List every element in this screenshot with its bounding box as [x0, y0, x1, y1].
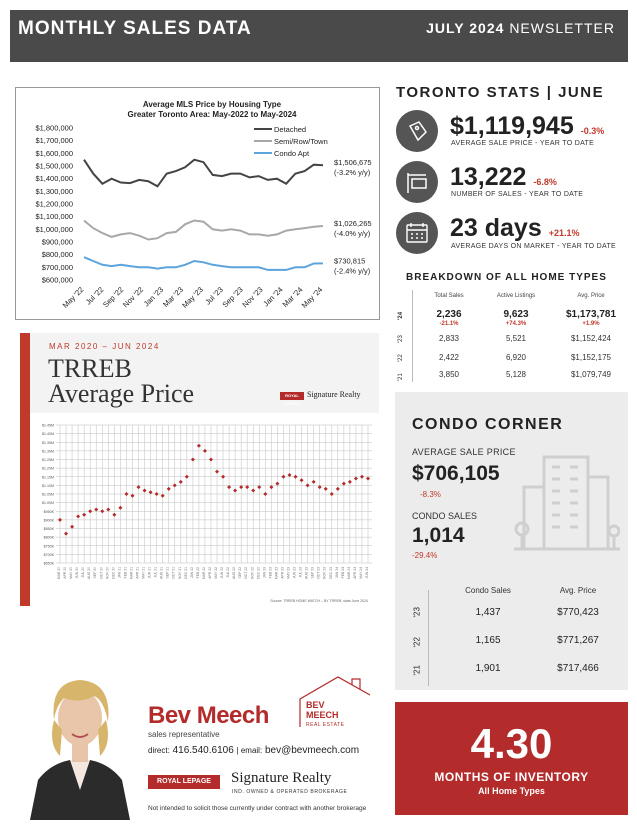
x-tick-label: AUG 23	[304, 567, 309, 580]
x-tick-label: FEB 23	[268, 567, 273, 579]
x-tick-label: JUN 22	[220, 567, 225, 579]
x-tick-label: SEP 23	[310, 567, 315, 579]
x-tick-label: JUL 20	[81, 567, 86, 578]
x-tick-label: Sep '23	[220, 285, 245, 310]
data-point	[173, 483, 177, 487]
breakdown-cell: 3,850	[438, 370, 460, 379]
condo-divider	[428, 590, 429, 686]
stat-value	[450, 112, 604, 141]
stat-change: -6.8%	[533, 177, 557, 187]
mls-price-chart	[15, 87, 380, 320]
breakdown-cell: 2,236	[436, 309, 462, 320]
condo-cell: 1,437	[475, 607, 501, 618]
condo-year-text: '23	[412, 607, 422, 618]
data-point	[227, 485, 231, 489]
stat-value-text: $1,119,945	[450, 112, 574, 140]
x-tick-label: OCT 21	[171, 567, 176, 579]
data-point	[324, 487, 328, 491]
stat-label: AVERAGE DAYS ON MARKET - YEAR TO DATE	[451, 243, 617, 250]
condo-header: Avg. Price	[559, 586, 597, 595]
condo-year-text: '21	[412, 665, 422, 676]
x-tick-label: JAN 23	[262, 567, 267, 579]
mls-price-chart-svg	[16, 88, 381, 321]
condo-cell: 1,901	[475, 663, 501, 674]
brand-line-1: BEV	[306, 700, 325, 710]
y-tick-label: $1.30M	[42, 449, 54, 454]
x-tick-label: May '24	[299, 285, 325, 310]
breakdown-year	[395, 367, 407, 385]
y-tick-label: $1,800,000	[35, 123, 73, 133]
breakdown-cell: 5,521	[505, 334, 527, 343]
series-line	[84, 257, 323, 270]
condo-cell: $770,423	[557, 607, 599, 618]
data-point	[149, 490, 153, 494]
data-point	[70, 525, 74, 529]
x-tick-label: SEP 22	[238, 567, 243, 579]
x-tick-label: Jul '22	[83, 285, 106, 307]
signature-realty-name: Signature Realty	[231, 770, 332, 786]
data-point	[287, 473, 291, 477]
breakdown-cell: $1,152,175	[570, 353, 612, 362]
series-end-label: $1,506,675	[334, 158, 372, 168]
data-point	[130, 494, 134, 498]
royal-lepage-badge: ROYAL LEPAGE	[148, 775, 220, 789]
y-tick-label: $750K	[43, 544, 54, 549]
breakdown-cell: $1,079,749	[570, 370, 612, 379]
data-point	[88, 509, 92, 513]
x-tick-label: MAR 24	[346, 567, 351, 580]
brand-line-2: MEECH	[306, 710, 339, 720]
data-point	[300, 478, 304, 482]
y-tick-label: $1,400,000	[35, 174, 73, 184]
data-point	[342, 482, 346, 486]
legend-label: Semi/Row/Town	[274, 137, 328, 146]
data-point	[118, 506, 122, 510]
agent-role: sales representative	[148, 730, 220, 739]
y-tick-label: $1.15M	[42, 475, 54, 480]
y-tick-label: $1,700,000	[35, 136, 73, 146]
data-point	[191, 458, 195, 462]
condo-cell: $717,466	[557, 663, 599, 674]
y-tick-label: $700K	[43, 552, 54, 557]
data-point	[306, 483, 310, 487]
royal-lepage-logo: ROYAL LEPAGE	[280, 392, 304, 400]
condo-cell: $771,267	[557, 635, 599, 646]
x-tick-label: MAR 20	[57, 567, 61, 580]
newsletter-word: NEWSLETTER	[509, 20, 615, 36]
series-line	[84, 160, 323, 187]
data-point	[348, 480, 352, 484]
x-tick-label: DEC 23	[328, 567, 333, 579]
x-tick-label: FEB 24	[340, 567, 345, 579]
brand-line-3: REAL ESTATE	[306, 722, 345, 728]
condo-year	[410, 658, 424, 678]
condo-header: Condo Sales	[465, 586, 511, 595]
y-tick-label: $850K	[43, 527, 54, 531]
x-tick-label: OCT 23	[316, 567, 321, 579]
data-point	[203, 449, 207, 453]
breakdown-change: -21.1%	[439, 321, 459, 327]
condo-sales-label: CONDO SALES	[412, 511, 478, 521]
condo-year	[410, 600, 424, 620]
y-tick-label: $1.00M	[42, 501, 54, 506]
x-tick-label: MAY 23	[286, 567, 291, 579]
y-tick-label: $1,200,000	[35, 199, 73, 209]
stat-change: -0.3%	[580, 126, 605, 136]
stat-label: NUMBER OF SALES - YEAR TO DATE	[451, 191, 584, 198]
condo-asp-value: $706,105	[412, 462, 500, 485]
data-point	[179, 480, 183, 484]
y-tick-label: $700,000	[41, 262, 73, 272]
x-tick-label: JUL 22	[226, 567, 231, 578]
x-tick-label: Mar '23	[161, 285, 185, 309]
x-tick-label: JUN 24	[365, 567, 369, 579]
trreb-source: Source: TRREB HOME WATCH – BY TRREB, stats June 2024	[270, 599, 368, 603]
disclaimer: Not intended to solicit those currently under contract with another brokerage	[148, 805, 367, 812]
x-tick-label: APR 22	[207, 567, 212, 579]
y-tick-label: $1,100,000	[35, 212, 73, 222]
data-point	[281, 475, 285, 479]
x-tick-label: APR 21	[135, 567, 140, 579]
chart-subtitle: Greater Toronto Area: May-2022 to May-2024	[127, 110, 297, 119]
breakdown-header: Total Sales	[434, 293, 464, 299]
y-tick-label: $800K	[43, 535, 54, 540]
price-tag-icon	[396, 110, 438, 152]
y-tick-label: $900K	[43, 518, 54, 523]
email-label: | email:	[236, 746, 263, 755]
agent-email[interactable]: bev@bevmeech.com	[264, 745, 360, 756]
breakdown-year-text: '24	[398, 311, 404, 320]
calendar-icon	[396, 212, 438, 254]
x-tick-label: MAY 22	[214, 567, 219, 579]
data-point	[106, 508, 110, 512]
x-tick-label: OCT 22	[244, 567, 249, 579]
data-point	[58, 518, 62, 522]
sold-sign-icon	[396, 161, 438, 203]
x-tick-label: MAR 23	[274, 567, 279, 580]
y-tick-label: $1.10M	[42, 483, 54, 488]
x-tick-label: APR 24	[352, 567, 357, 579]
y-tick-label: $1.05M	[42, 492, 54, 497]
toronto-stats-title: TORONTO STATS | JUNE	[396, 84, 605, 101]
x-tick-label: JAN 24	[334, 567, 339, 579]
data-point	[167, 487, 171, 491]
y-tick-label: $1.40M	[42, 432, 54, 437]
breakdown-change: +1.9%	[582, 321, 600, 327]
x-tick-label: JUN 21	[147, 567, 152, 579]
x-tick-label: DEC 22	[256, 567, 261, 579]
data-point	[360, 475, 364, 479]
data-point	[251, 489, 255, 493]
x-tick-label: NOV 21	[177, 567, 182, 580]
x-tick-label: AUG 22	[232, 567, 237, 580]
x-tick-label: DEC 20	[111, 567, 116, 579]
x-tick-label: MAY 20	[69, 567, 74, 579]
newsletter-label	[426, 20, 615, 36]
breakdown-cell: 9,623	[503, 309, 529, 320]
data-point	[354, 476, 358, 480]
condo-asp-label: AVERAGE SALE PRICE	[412, 447, 516, 457]
y-tick-label: $1.45M	[42, 423, 54, 428]
breakdown-cell: $1,173,781	[565, 309, 617, 320]
signature-realty-logo: Signature Realty	[307, 390, 361, 399]
condo-corner-title: CONDO CORNER	[412, 416, 564, 433]
trreb-accent-bar	[20, 333, 30, 606]
series-line	[84, 221, 323, 240]
data-point	[257, 485, 261, 489]
data-point	[209, 458, 213, 462]
y-tick-label: $1,600,000	[35, 148, 73, 158]
data-point	[318, 485, 322, 489]
stat-value	[450, 163, 557, 192]
y-tick-label: $900,000	[41, 237, 73, 247]
data-point	[82, 513, 86, 517]
breakdown-cell: 6,920	[505, 353, 527, 362]
newsletter-date: JULY 2024	[426, 20, 505, 36]
x-tick-label: JUN 20	[75, 567, 80, 579]
data-point	[197, 444, 201, 448]
series-end-label: $1,026,265	[334, 219, 372, 229]
stat-value-text: 23 days	[450, 214, 542, 242]
data-point	[143, 489, 147, 493]
x-tick-label: Mar '24	[280, 285, 305, 309]
data-point	[124, 492, 128, 496]
signature-realty-sub: IND. OWNED & OPERATED BROKERAGE	[232, 789, 348, 795]
breakdown-year	[395, 305, 407, 325]
y-tick-label: $650K	[43, 561, 54, 566]
data-point	[330, 492, 334, 496]
agent-name: Bev Meech	[148, 702, 269, 729]
data-point	[336, 487, 340, 491]
inventory-sublabel: All Home Types	[478, 786, 545, 796]
breakdown-cell: 2,422	[438, 353, 460, 362]
data-point	[94, 508, 98, 512]
data-point	[269, 485, 273, 489]
data-point	[312, 480, 316, 484]
building-icon	[514, 447, 620, 551]
direct-label: direct:	[148, 746, 170, 755]
x-tick-label: NOV 23	[322, 567, 327, 580]
x-tick-label: DEC 21	[183, 567, 188, 579]
data-point	[245, 485, 249, 489]
breakdown-header: Active Listings	[496, 293, 536, 299]
x-tick-label: JUL 23	[298, 567, 303, 578]
chart-title: Average MLS Price by Housing Type	[142, 100, 282, 109]
x-tick-label: MAY 24	[358, 567, 363, 579]
data-point	[161, 494, 165, 498]
x-tick-label: MAR 21	[129, 567, 134, 580]
y-tick-label: $950K	[43, 509, 54, 514]
data-point	[263, 492, 267, 496]
data-point	[294, 475, 298, 479]
x-tick-label: Jul '23	[203, 285, 225, 307]
trreb-chart-svg	[30, 413, 379, 606]
data-point	[112, 513, 116, 517]
breakdown-year-text: '21	[398, 373, 404, 381]
x-tick-label: MAY 21	[141, 567, 146, 579]
series-end-change: (-3.2% y/y)	[334, 168, 371, 178]
x-tick-label: AUG 20	[87, 567, 92, 580]
y-tick-label: $1,000,000	[35, 224, 73, 234]
x-tick-label: JAN 21	[117, 567, 122, 579]
data-point	[239, 485, 243, 489]
stat-label: AVERAGE SALE PRICE - YEAR TO DATE	[451, 140, 595, 147]
x-tick-label: Jan '24	[261, 285, 285, 309]
x-tick-label: OCT 20	[99, 567, 104, 579]
data-point	[221, 475, 225, 479]
stat-change: +21.1%	[548, 228, 580, 238]
x-tick-label: JUN 23	[292, 567, 297, 579]
condo-asp-change: -8.3%	[420, 490, 441, 499]
y-tick-label: $600,000	[41, 275, 73, 285]
legend-label: Condo Apt	[274, 149, 310, 158]
series-end-label: $730,815	[334, 256, 366, 266]
x-tick-label: NOV 20	[105, 567, 110, 580]
bev-meech-brand	[306, 700, 344, 730]
x-tick-label: JAN 22	[189, 567, 194, 579]
y-tick-label: $1.25M	[42, 458, 54, 462]
x-tick-label: APR 23	[280, 567, 285, 579]
x-tick-label: AUG 21	[159, 567, 164, 580]
breakdown-cell: 2,833	[438, 334, 460, 343]
x-tick-label: Nov '23	[240, 285, 265, 310]
data-point	[275, 482, 279, 486]
condo-sales-value: 1,014	[412, 524, 465, 547]
x-tick-label: Sep '22	[101, 285, 126, 310]
y-tick-label: $1.35M	[42, 440, 54, 445]
inventory-value: 4.30	[470, 720, 553, 767]
agent-contact	[148, 745, 359, 756]
x-tick-label: NOV 22	[250, 567, 255, 580]
condo-year	[410, 630, 424, 650]
data-point	[137, 485, 141, 489]
x-tick-label: FEB 22	[195, 567, 200, 579]
data-point	[185, 475, 189, 479]
data-point	[215, 470, 219, 474]
x-tick-label: MAR 22	[201, 567, 206, 580]
condo-sales-change: -29.4%	[412, 551, 438, 560]
x-tick-label: May '23	[180, 285, 205, 310]
data-point	[76, 514, 80, 518]
breakdown-year	[395, 329, 407, 347]
series-end-change: (-2.4% y/y)	[334, 266, 371, 276]
x-tick-label: JUL 21	[153, 567, 158, 578]
stat-value-text: 13,222	[450, 163, 527, 191]
data-point	[100, 509, 104, 513]
breakdown-divider	[412, 290, 413, 382]
breakdown-year-text: '22	[398, 354, 404, 362]
breakdown-header: Avg. Price	[577, 293, 605, 299]
data-point	[155, 492, 159, 496]
page-title: MONTHLY SALES DATA	[18, 18, 252, 39]
x-tick-label: FEB 21	[123, 567, 128, 579]
data-point	[64, 532, 68, 536]
data-point	[233, 489, 237, 493]
stat-value	[450, 214, 579, 243]
breakdown-cell: $1,152,424	[570, 334, 612, 343]
inventory-label: MONTHS OF INVENTORY	[434, 770, 589, 784]
trreb-date-range: MAR 2020 – JUN 2024	[49, 342, 160, 351]
breakdown-year-text: '23	[398, 335, 404, 343]
condo-cell: 1,165	[475, 635, 501, 646]
y-tick-label: $1.20M	[42, 466, 54, 471]
x-tick-label: Jan '23	[141, 285, 166, 309]
x-tick-label: SEP 21	[165, 567, 170, 579]
x-tick-label: May '22	[60, 285, 86, 310]
x-tick-label: APR 20	[63, 567, 68, 579]
breakdown-change: +74.3%	[505, 321, 527, 327]
breakdown-title: BREAKDOWN OF ALL HOME TYPES	[406, 272, 607, 283]
y-tick-label: $800,000	[41, 250, 73, 260]
agent-photo	[20, 660, 140, 820]
y-tick-label: $1,300,000	[35, 186, 73, 196]
trreb-title: TRREB	[48, 354, 132, 383]
y-tick-label: $1,500,000	[35, 161, 73, 171]
breakdown-cell: 5,128	[505, 370, 527, 379]
data-point	[366, 476, 370, 480]
breakdown-year	[395, 348, 407, 366]
condo-year-text: '22	[412, 637, 422, 648]
x-tick-label: Nov '22	[120, 285, 146, 310]
series-end-change: (-4.0% y/y)	[334, 229, 371, 239]
legend-label: Detached	[274, 125, 307, 134]
x-tick-label: SEP 20	[93, 567, 98, 579]
agent-phone[interactable]: 416.540.6106	[172, 745, 234, 756]
trreb-subtitle: Average Price	[48, 379, 195, 408]
